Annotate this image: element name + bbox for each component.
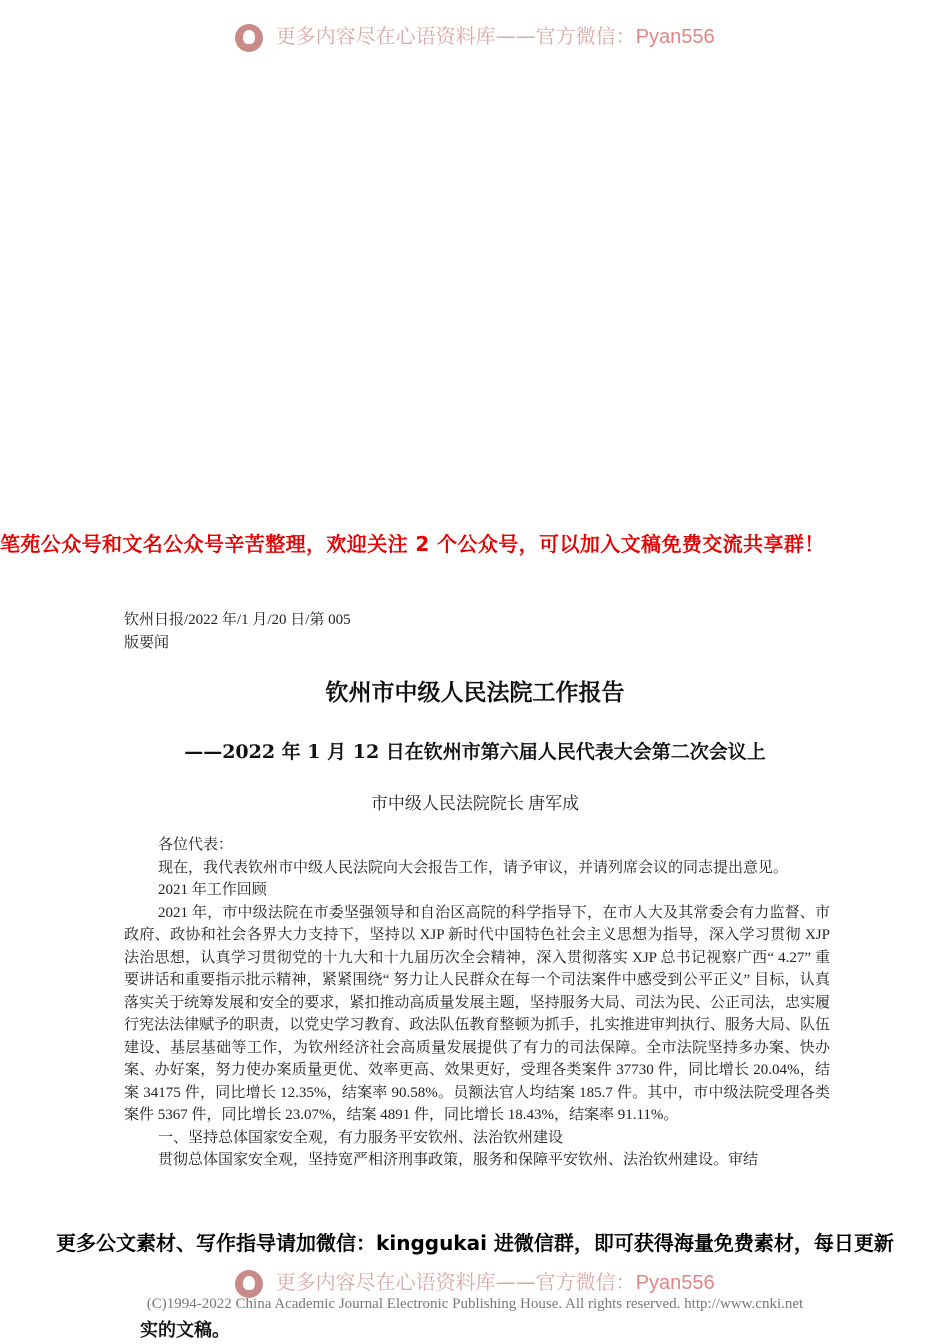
watermark-wechat: Pyan556: [635, 1272, 715, 1294]
watermark-text: 更多内容尽在心语资料库——官方微信：: [275, 24, 636, 48]
library-logo-icon: [235, 1270, 263, 1298]
report-title: 钦州市中级人民法院工作报告: [325, 680, 625, 706]
source-line-2: 版要闻: [124, 635, 170, 651]
watermark-bottom: [0, 1266, 950, 1298]
greeting: 各位代表：: [158, 837, 234, 853]
source-line-1: 钦州日报/2022 年/1 月/20 日/第 005: [124, 612, 351, 628]
copyright-footer: (C)1994-2022 China Academic Journal Electronic Publishing House. All rights reserved. http://www.cnki.net: [146, 1296, 804, 1312]
intro-paragraph: 现在，我代表钦州市中级人民法院向大会报告工作，请予审议，并请列席会议的同志提出意见。: [158, 859, 789, 876]
report-subtitle: ——2022 年 1 月 12 日在钦州市第六届人民代表大会第二次会议上: [184, 741, 766, 763]
watermark-wechat: Pyan556: [635, 26, 715, 48]
watermark-text: 更多内容尽在心语资料库——官方微信：: [275, 1270, 636, 1294]
section-one-paragraph: 贯彻总体国家安全观，坚持宽严相济刑事政策，服务和保障平安钦州、法治钦州建设。审结: [158, 1152, 759, 1168]
section-heading-review: 2021 年工作回顾: [158, 882, 267, 898]
cut-off-text: 实的文稿。: [140, 1320, 230, 1341]
watermark-top: [0, 20, 950, 52]
library-logo-icon: [235, 24, 263, 52]
black-promo-banner: 更多公文素材、写作指导请加微信：kinggukai 进微信群，即可获得海量免费素材，每日更新: [0, 1225, 950, 1258]
report-author: 市中级人民法院院长 唐军成: [370, 794, 580, 813]
section-heading-one: 一、坚持总体国家安全观，有力服务平安钦州、法治钦州建设: [158, 1129, 564, 1146]
review-paragraph: 2021 年，市中级法院在市委坚强领导和自治区高院的科学指导下，在市人大及其常委会有力监督、市政府、政协和社会各界大力支持下，坚持以 XJP 新时代中国特色社会主义思想为指导，深入学习贯彻 XJP 法治思想，认真学习贯彻党的十九大和十九届历次全会精神，深入贯彻落实 XJP 总书记视察广西“ 4.27” 重要讲话和重要指示批示精神，紧紧围绕“ 努力让人民群众在每一个司法案件中感受到公平正义” 目标，认真落实关于统筹发展和安全的要求，紧扣推动高质量发展主题，坚持服务大局、司法为民、公正司法，忠实履行宪法法律赋予的职责，以党史学习教育、政法队伍教育整顿为抓手，扎实推进审判执行、服务大局、队伍建设、基层基础等工作，为钦州经济社会高质量发展提供了有力的司法保障。全市法院坚持多办案、快办案、办好案，努力使办案质量更优、效率更高、效果更好，受理各类案件 37730 件，同比增长 20.04%，结案 34175 件，同比增长 12.35%，结案率 90.58%。员额法官人均结案 185.7 件。其中，市中级法院受理各类案件 5367 件，同比增长 23.07%，结案 4891 件，同比增长 18.43%，结案率 91.11%。: [124, 904, 830, 1123]
red-promo-banner: 笔苑公众号和文名公众号辛苦整理，欢迎关注 2 个公众号，可以加入文稿免费交流共享群！: [0, 532, 825, 556]
source-info: [124, 609, 351, 655]
report-body: [124, 834, 830, 1172]
